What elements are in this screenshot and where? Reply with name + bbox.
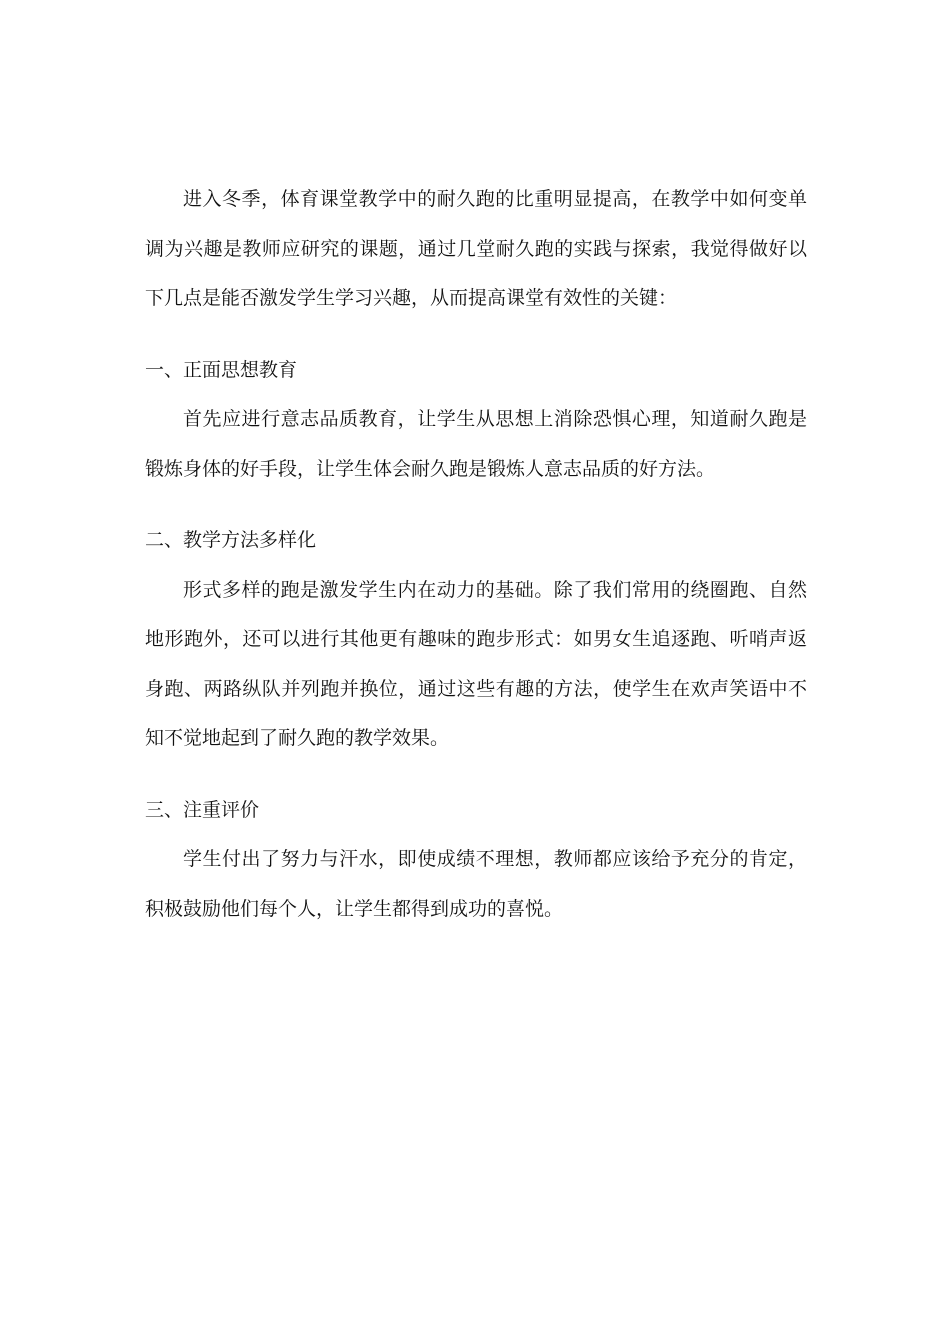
section-gap [145, 764, 807, 786]
intro-paragraph: 进入冬季，体育课堂教学中的耐久跑的比重明显提高，在教学中如何变单调为兴趣是教师应研究的课题，通过几堂耐久跑的实践与探索，我觉得做好以下几点是能否激发学生学习兴趣，从而提高课堂有效性的关键： [145, 188, 807, 309]
section-heading-3: 三、注重评价 [145, 798, 260, 821]
section-gap [145, 324, 807, 346]
section-heading-1: 一、正面思想教育 [145, 358, 298, 381]
section-body-3: 学生付出了努力与汗水，即使成绩不理想，教师都应该给予充分的肯定，积极鼓励他们每个人，让学生都得到成功的喜悦。 [145, 848, 807, 920]
document-page [145, 175, 807, 934]
section-body-1: 首先应进行意志品质教育，让学生从思想上消除恐惧心理，知道耐久跑是锻炼身体的好手段，让学生体会耐久跑是锻炼人意志品质的好方法。 [145, 408, 807, 480]
section-body-2: 形式多样的跑是激发学生内在动力的基础。除了我们常用的绕圈跑、自然地形跑外，还可以进行其他更有趣味的跑步形式：如男女生追逐跑、听哨声返身跑、两路纵队并列跑并换位，通过这些有趣的方法，使学生在欢声笑语中不知不觉地起到了耐久跑的教学效果。 [145, 578, 807, 749]
section-heading-2: 二、教学方法多样化 [145, 529, 317, 551]
section-gap [145, 494, 807, 516]
